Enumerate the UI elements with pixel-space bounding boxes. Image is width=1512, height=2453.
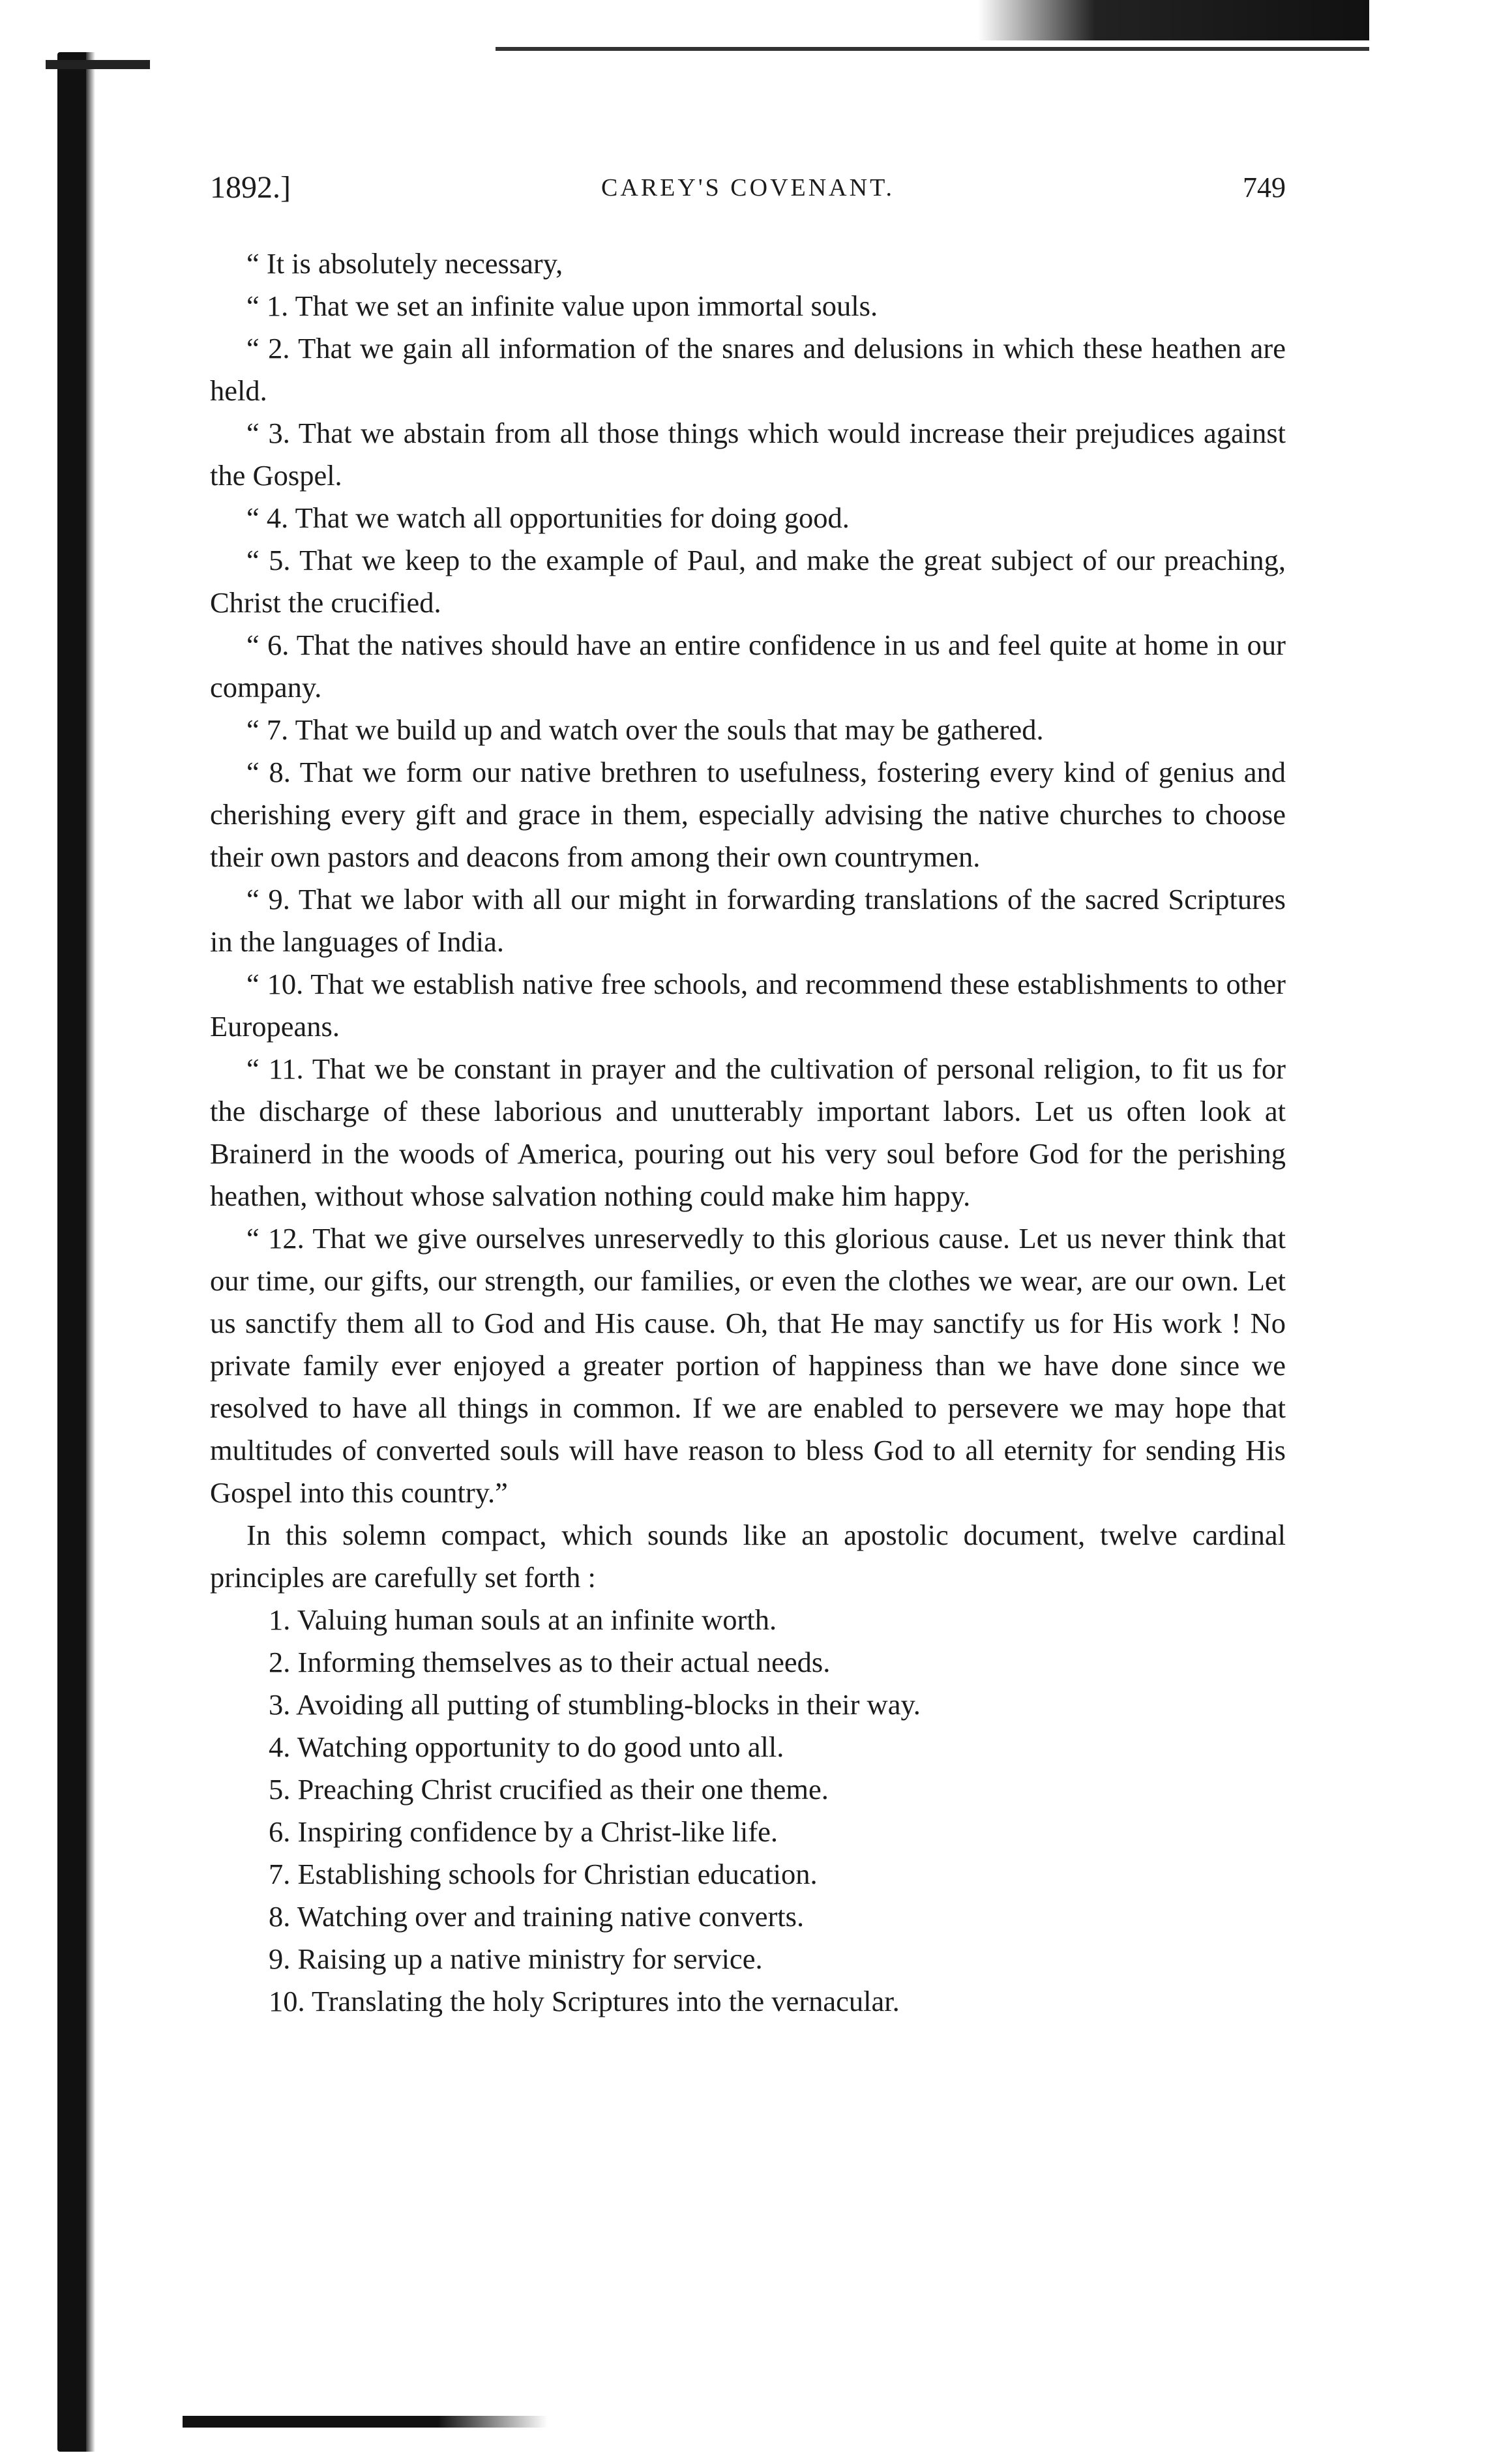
- resolution-paragraph: “ 7. That we build up and watch over the souls that may be gathered.: [246, 713, 1044, 746]
- resolution-paragraph: “ 5. That we keep to the example of Paul, and make the great subject of our preaching, Christ the crucified.: [210, 544, 1286, 619]
- book-page: [210, 170, 1286, 2023]
- scan-top-rule: [496, 47, 1369, 51]
- body-text: [210, 243, 1286, 1599]
- resolution-paragraph: “ 11. That we be constant in prayer and the cultivation of personal religion, to fit us for the discharge of these laborious and unutterably important labors. Let us often look at Brainerd in the woods of America, pouring out his very soul before God for the perishing heathen, without whose salvation nothing could make him happy.: [210, 1052, 1286, 1212]
- resolution-paragraph: “ 2. That we gain all information of the snares and delusions in which these heathen are held.: [210, 332, 1286, 407]
- summary-paragraph: In this solemn compact, which sounds like an apostolic document, twelve cardinal principles are carefully set forth :: [210, 1519, 1286, 1594]
- resolution-paragraph: “ 12. That we give ourselves unreservedly to this glorious cause. Let us never think that our time, our gifts, our strength, our families, or even the clothes we wear, are our own. Let us sanctify them all to God and His cause. Oh, that He may sanctify us for His work ! No private family ever enjoyed a greater portion of happiness than we have done since we resolved to have all things in common. If we are enabled to persevere we may hope that multitudes of converted souls will have reason to bless God to all eternity for sending His Gospel into this country.”: [210, 1222, 1286, 1509]
- list-item: 4. Watching opportunity to do good unto all.: [269, 1731, 784, 1763]
- scan-bottom-shadow: [183, 2416, 548, 2428]
- resolution-paragraph: “ 8. That we form our native brethren to usefulness, fostering every kind of genius and cherishing every gift and grace in them, especially advising the native churches to choose their own pastors and deacons from among their own countrymen.: [210, 756, 1286, 873]
- list-item: 1. Valuing human souls at an infinite worth.: [269, 1603, 777, 1636]
- list-item: 9. Raising up a native ministry for service.: [269, 1942, 763, 1975]
- page-number: 749: [1243, 171, 1286, 203]
- resolution-paragraph: “ 10. That we establish native free schools, and recommend these establishments to other Europeans.: [210, 968, 1286, 1043]
- scan-top-shadow: [978, 0, 1369, 40]
- running-head-title: CAREY'S COVENANT.: [601, 174, 895, 201]
- list-item: 7. Establishing schools for Christian education.: [269, 1858, 818, 1890]
- running-head-year: 1892.]: [210, 170, 291, 205]
- resolution-paragraph: “ 6. That the natives should have an entire confidence in us and feel quite at home in our company.: [210, 629, 1286, 704]
- resolution-paragraph: “ 3. That we abstain from all those things which would increase their prejudices against the Gospel.: [210, 417, 1286, 492]
- scan-edge-mark: [46, 60, 150, 69]
- list-item: 5. Preaching Christ crucified as their one theme.: [269, 1773, 829, 1806]
- principles-list: [210, 1599, 1286, 2023]
- scan-binding-shadow: [57, 52, 86, 2452]
- resolution-paragraph: “ 9. That we labor with all our might in forwarding translations of the sacred Scriptures in the languages of India.: [210, 883, 1286, 958]
- list-item: 8. Watching over and training native converts.: [269, 1900, 805, 1933]
- resolution-paragraph: “ 4. That we watch all opportunities for doing good.: [246, 501, 850, 534]
- list-item: 3. Avoiding all putting of stumbling-blocks in their way.: [269, 1688, 921, 1721]
- resolution-paragraph: “ 1. That we set an infinite value upon immortal souls.: [246, 290, 878, 322]
- list-item: 10. Translating the holy Scriptures into the vernacular.: [269, 1985, 900, 2017]
- list-item: 6. Inspiring confidence by a Christ-like life.: [269, 1815, 778, 1848]
- running-head: [210, 170, 1286, 209]
- list-item: 2. Informing themselves as to their actual needs.: [269, 1646, 831, 1678]
- intro-line: “ It is absolutely necessary,: [246, 247, 563, 280]
